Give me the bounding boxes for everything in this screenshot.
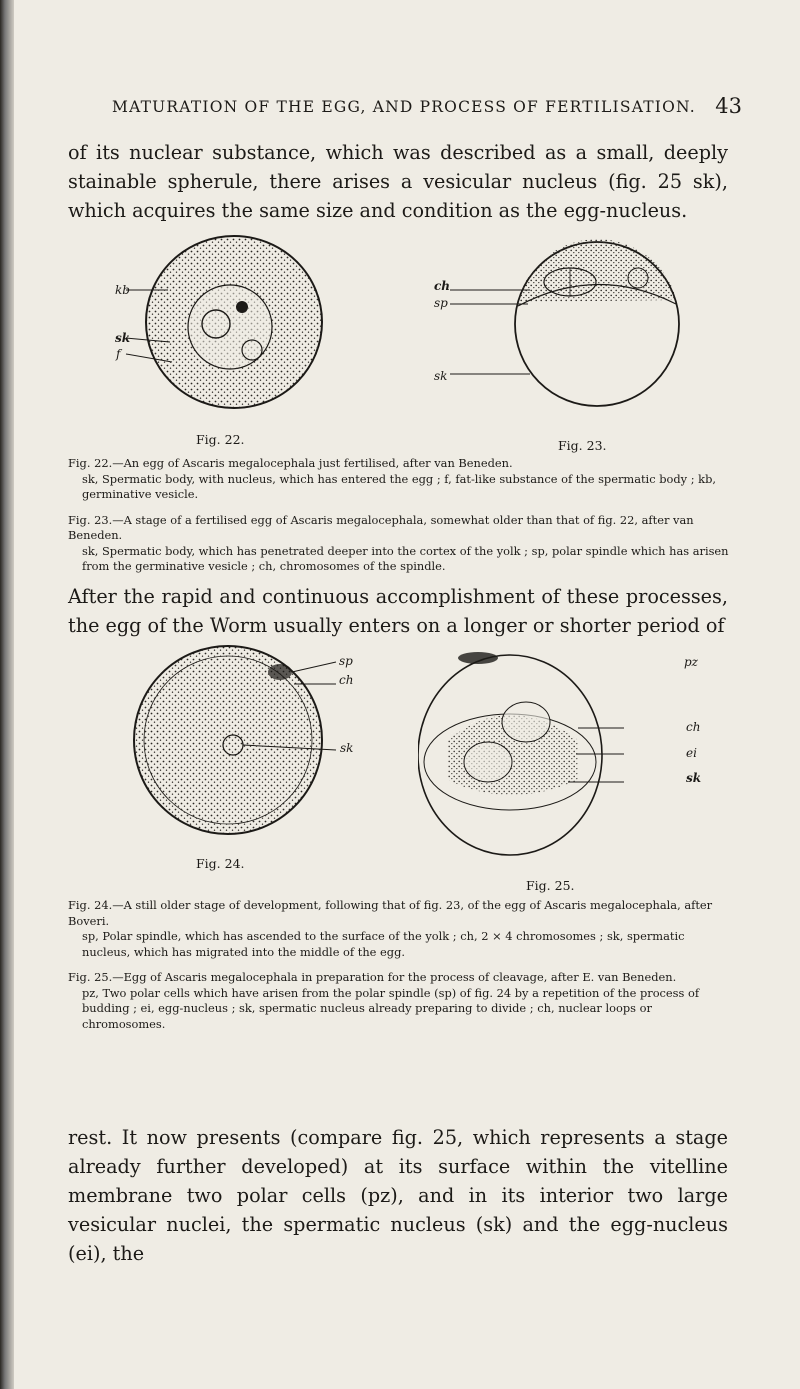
fig24-tag-ch: ch [339,673,354,687]
paragraph-3: rest. It now presents (compare fig. 25, which represents a stage already further developed) at its surface within the vitelline membrane two polar cells (pz), and in its interior two large vesicular nuclei, the spermatic nucleus (sk) and the egg-nucleus (ei), the [68,1126,728,1265]
fig24-label: Fig. 24. [196,856,245,871]
running-head-title: MATURATION OF THE EGG, AND PROCESS OF FERTILISATION. [112,98,696,116]
captions-figures-24-25 [68,898,733,1032]
fig24-caption-body: sp, Polar spindle, which has ascended to the surface of the yolk ; ch, 2 × 4 chromosomes ; sk, spermatic nucleus, which has migrated into the middle of the egg. [82,929,685,959]
fig25-tag-pz: pz [684,655,699,669]
fig22-tag-f: f [116,347,121,361]
fig22-caption-body: sk, Spermatic body, with nucleus, which has entered the egg ; f, fat-like substance of the spermatic body ; kb, germinative vesicle. [82,471,716,501]
figure-25-illustration [418,650,718,870]
running-head [0,94,800,126]
paragraph-2: After the rapid and continuous accomplishment of these processes, the egg of the Worm usually enters on a longer or shorter period of [68,585,728,637]
fig25-tag-ch: ch [686,720,701,734]
captions-figures-22-23 [68,456,733,575]
fig23-tag-ch: ch [434,279,451,293]
paragraph-1: of its nuclear substance, which was described as a small, deeply stainable spherule, there arises a vesicular nucleus (fig. 25 sk), which acquires the same size and condition as the egg-nucleus. [68,141,728,222]
fig23-caption-title: Fig. 23.—A stage of a fertilised egg of Ascaris megalocephala, somewhat older than that of fig. 22, after van Beneden. [68,512,694,542]
fig25-tag-ei: ei [686,746,697,760]
fig22-tag-sk: sk [115,331,131,345]
fig22-caption-title: Fig. 22.—An egg of Ascaris megalocephala just fertilised, after van Beneden. [68,456,513,470]
figure-23-illustration [420,234,710,422]
fig24-caption-title: Fig. 24.—A still older stage of development, following that of fig. 23, of the egg of Ascaris megalocephala, after Boveri. [68,898,713,928]
fig25-caption-body: pz, Two polar cells which have arisen from the polar spindle (sp) of fig. 24 by a repetition of the process of budding ; ei, egg-nucleus ; sk, spermatic nucleus already preparing to divide ; ch, nuclear loops or chromosomes. [82,985,700,1031]
fig24-tag-sp: sp [339,654,353,668]
figure-24-illustration [108,640,368,840]
fig24-tag-sk: sk [340,741,354,755]
fig23-label: Fig. 23. [558,438,607,453]
fig25-tag-sk: sk [686,771,702,785]
fig25-caption-title: Fig. 25.—Egg of Ascaris megalocephala in preparation for the process of cleavage, after E. van Beneden. [68,970,677,984]
fig23-tag-sp: sp [434,296,448,310]
fig23-caption-body: sk, Spermatic body, which has penetrated deeper into the cortex of the yolk ; sp, polar spindle which has arisen from the germinative vesicle ; ch, chromosomes of the spindle. [82,543,729,573]
fig25-label: Fig. 25. [526,878,575,893]
page-gutter-shadow [0,0,14,1389]
page-number: 43 [715,94,742,118]
figure-22-illustration [112,232,362,414]
fig22-label: Fig. 22. [196,432,245,447]
fig22-tag-kb: kb [115,283,130,297]
fig23-tag-sk: sk [434,369,448,383]
